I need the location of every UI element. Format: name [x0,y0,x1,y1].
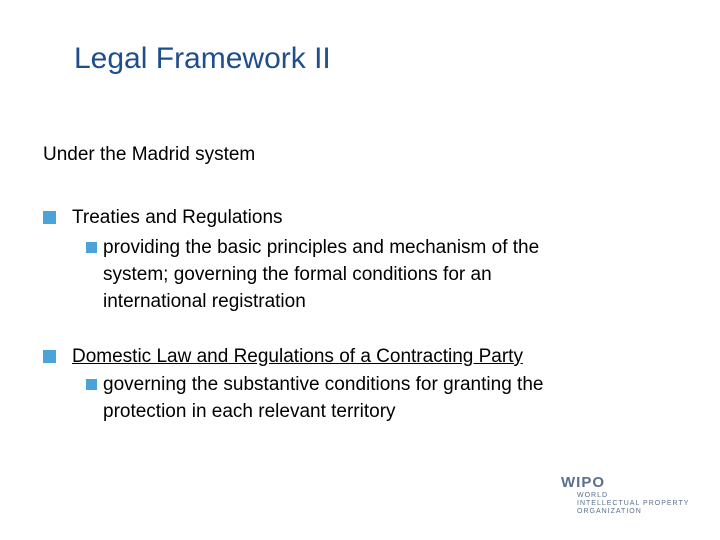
intro-text: Under the Madrid system [43,144,256,165]
wipo-logo [561,474,691,516]
wipo-line-world: WORLD [577,492,609,499]
sub-bullet-line: system; governing the formal conditions for an [103,264,492,285]
bullet-label: Treaties and Regulations [72,207,283,228]
wipo-mark: WIPO [561,474,605,491]
sub-bullet-square-icon [86,242,97,253]
bullet-square-icon [43,350,56,363]
sub-bullet-line: governing the substantive conditions for granting the [103,374,544,395]
slide-title: Legal Framework II [74,42,331,75]
sub-bullet-line: providing the basic principles and mechanism of the [103,237,540,258]
sub-bullet-square-icon [86,379,97,390]
sub-bullet-line: protection in each relevant territory [103,401,396,422]
wipo-line-org: ORGANIZATION [577,508,642,515]
bullet-square-icon [43,211,56,224]
sub-bullet-line: international registration [103,291,306,312]
bullet-label: Domestic Law and Regulations of a Contracting Party [72,346,523,367]
wipo-line-ip: INTELLECTUAL PROPERTY [577,500,690,507]
